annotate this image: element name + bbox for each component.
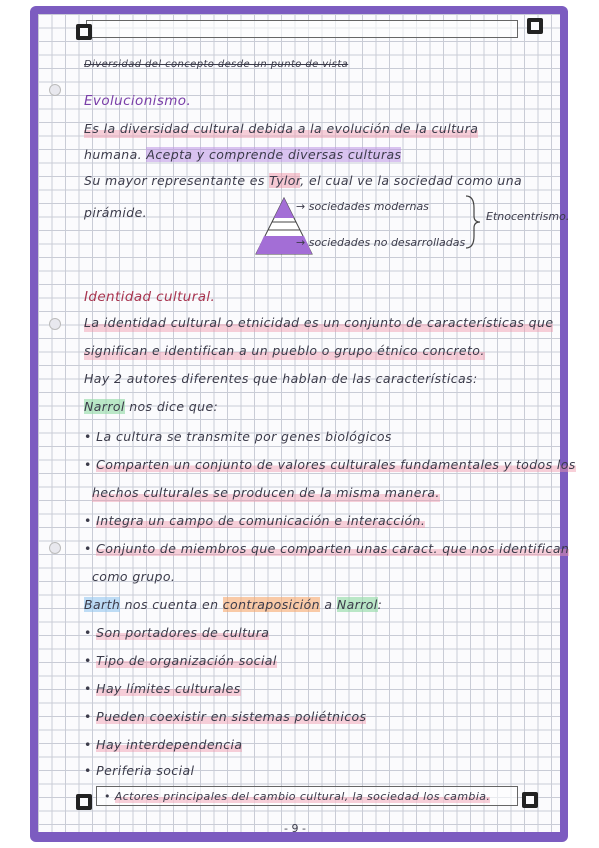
text-span: Periferia social: [96, 763, 195, 778]
list-item: hechos culturales se producen de la misma manera.: [92, 485, 440, 500]
text-line: significan e identifican a un pueblo o grupo étnico concreto.: [84, 343, 485, 358]
text-line: [84, 172, 522, 190]
text-span: Hay límites culturales: [96, 681, 241, 696]
text-span: nos dice que:: [129, 399, 219, 414]
text-span: Conjunto de miembros que comparten unas caract. que nos identifican: [96, 541, 570, 556]
list-item: • Integra un campo de comunicación e interacción.: [84, 513, 426, 528]
list-item: • Son portadores de cultura: [84, 625, 270, 640]
text-line: [84, 146, 401, 164]
list-item: como grupo.: [92, 569, 176, 584]
text-span: a: [324, 597, 333, 612]
text-span: humana.: [84, 147, 143, 162]
text-span: Comparten un conjunto de valores culturales fundamentales y todos los: [96, 457, 576, 472]
highlighted-text: contraposición: [222, 597, 320, 612]
highlighted-text: Narrol: [84, 399, 125, 414]
text-span: Hay interdependencia: [96, 737, 243, 752]
binder-hole: [49, 318, 61, 330]
pyramid-top-label: → sociedades modernas: [296, 200, 429, 213]
text-span: nos cuenta en: [124, 597, 219, 612]
text-line: pirámide.: [84, 205, 148, 220]
list-item: • Tipo de organización social: [84, 653, 277, 668]
highlighted-text: Barth: [84, 597, 121, 612]
section-title-evolucionismo: Evolucionismo.: [84, 93, 192, 109]
header-box: [86, 20, 518, 38]
text-span: :: [377, 597, 383, 612]
text-line: La identidad cultural o etnicidad es un conjunto de características que: [84, 315, 554, 330]
text-span: , el cual ve la sociedad como una: [300, 173, 523, 188]
list-item: • Periferia social: [84, 763, 195, 778]
list-item: • Conjunto de miembros que comparten unas caract. que nos identifican: [84, 541, 570, 556]
list-item: • La cultura se transmite por genes biológicos: [84, 429, 392, 444]
highlighted-text: Acepta y comprende diversas culturas: [146, 147, 402, 162]
brace-label: Etnocentrismo.: [486, 210, 570, 223]
text-line: [84, 398, 218, 416]
text-span: La cultura se transmite por genes biológicos: [96, 429, 392, 444]
text-span: Integra un campo de comunicación e interacción.: [96, 513, 426, 528]
list-item: • Hay límites culturales: [84, 681, 241, 696]
section-title-identidad: Identidad cultural.: [84, 289, 216, 305]
text-span: Tipo de organización social: [96, 653, 277, 668]
notebook-corner-icon: [76, 794, 92, 810]
text-span: sociedades no desarrolladas: [308, 236, 466, 249]
list-item: • Actores principales del cambio cultural, la sociedad los cambia.: [104, 790, 491, 803]
crossed-out-heading: Diversidad del concepto desde un punto de vista: [84, 59, 349, 70]
list-item: • Comparten un conjunto de valores culturales fundamentales y todos los: [84, 457, 576, 472]
list-item: • Hay interdependencia: [84, 737, 243, 752]
text-line: [84, 596, 382, 614]
text-span: Su mayor representante es: [84, 173, 265, 188]
text-line: Hay 2 autores diferentes que hablan de las características:: [84, 371, 478, 386]
pyramid-bottom-label: → sociedades no desarrolladas: [296, 236, 466, 249]
text-line: Es la diversidad cultural debida a la evolución de la cultura: [84, 121, 479, 136]
list-item: • Pueden coexistir en sistemas poliétnicos: [84, 709, 367, 724]
notebook-corner-icon: [527, 18, 543, 34]
highlighted-text: Narrol: [336, 597, 378, 612]
text-span: Pueden coexistir en sistemas poliétnicos: [96, 709, 367, 724]
binder-hole: [49, 84, 61, 96]
notebook-corner-icon: [76, 24, 92, 40]
brace-icon: [464, 194, 484, 250]
text-span: sociedades modernas: [308, 200, 429, 213]
highlighted-text: Tylor: [269, 173, 301, 188]
binder-hole: [49, 542, 61, 554]
text-span: Actores principales del cambio cultural, la sociedad los cambia.: [114, 790, 491, 803]
text-span: Son portadores de cultura: [96, 625, 270, 640]
notebook-corner-icon: [522, 792, 538, 808]
page-number: - 9 -: [284, 822, 306, 835]
